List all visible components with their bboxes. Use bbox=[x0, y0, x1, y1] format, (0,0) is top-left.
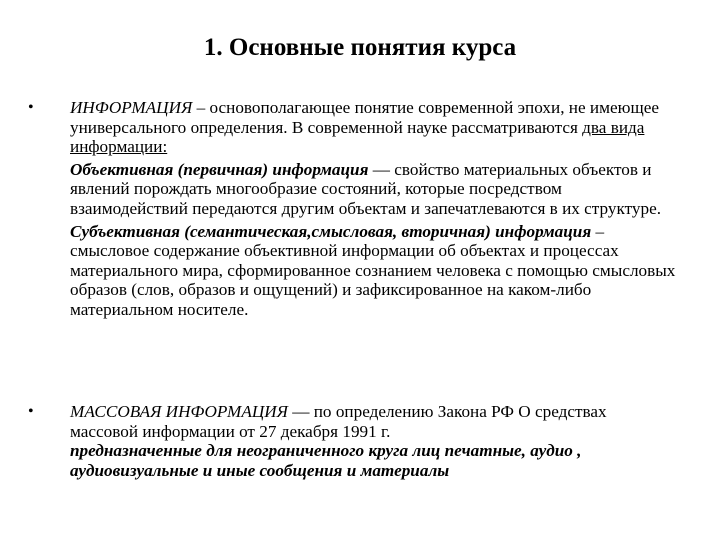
mass-information-emphasis-paragraph bbox=[70, 441, 678, 480]
term-objective-information: Объективная (первичная) информация bbox=[70, 159, 369, 179]
term-information: ИНФОРМАЦИЯ bbox=[70, 98, 193, 117]
term-mass-information: МАССОВАЯ ИНФОРМАЦИЯ bbox=[70, 402, 288, 421]
bullet-marker: • bbox=[28, 99, 34, 116]
mass-information-emphasis: предназначенные для неограниченного круга лиц печатные, аудио , аудиовизуальные и иные сообщения и материалы bbox=[70, 441, 582, 480]
subjective-information-paragraph bbox=[70, 222, 678, 320]
bullet-text bbox=[70, 402, 678, 480]
mass-information-paragraph bbox=[70, 402, 678, 441]
slide-title: 1. Основные понятия курса bbox=[203, 34, 517, 61]
mass-information-definition: — по определению Закона РФ О средствах массовой информации от 27 декабря 1991 г. bbox=[70, 402, 607, 441]
two-types-underlined: два вида информации: bbox=[70, 117, 645, 157]
bullet-marker: • bbox=[28, 403, 34, 420]
objective-information-paragraph bbox=[70, 160, 678, 219]
objective-information-text: — свойство материальных объектов и явлений порождать многообразие состояний, которые посредством взаимодействий передаются другим объектам и запечатлеваются в их структуре. bbox=[70, 159, 662, 218]
information-definition-text: – основополагающее понятие современной эпохи, не имеющее универсального определения. В современной науке рассматриваются bbox=[70, 98, 659, 137]
subjective-information-text: – смысловое содержание объективной информации об объектах и процессах материального мира, сформированное сознанием человека с помощью смысловых образов (слов, образов и ощущений) и зафиксированное на каком-либо материальном носителе. bbox=[70, 221, 676, 319]
information-definition bbox=[70, 98, 678, 157]
term-subjective-information: Субъективная (семантическая,смысловая, вторичная) информация bbox=[70, 221, 592, 241]
bullet-text bbox=[70, 98, 678, 320]
